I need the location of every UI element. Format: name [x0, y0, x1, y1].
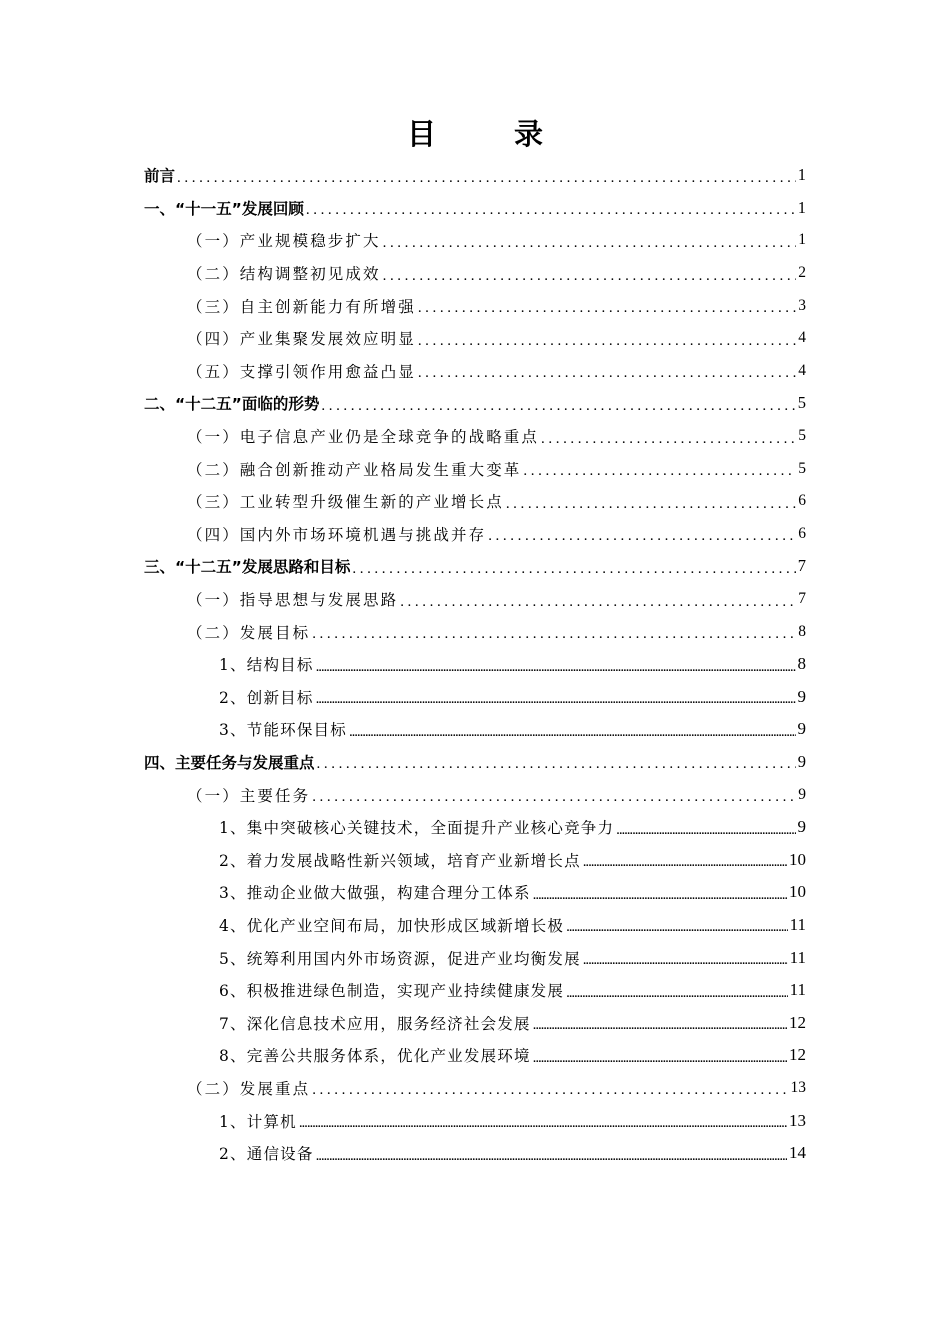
toc-entry[interactable]: [0, 387, 950, 420]
toc-page-number: 5: [797, 393, 806, 413]
toc-page-number: 7: [798, 590, 806, 608]
toc-entry[interactable]: [0, 1072, 950, 1105]
toc-entry-title: 1、计算机: [219, 1112, 297, 1131]
toc-entry-title: （二）发展目标: [187, 623, 311, 642]
dot-leader: [533, 1017, 787, 1034]
toc-page-number: 10: [789, 882, 806, 902]
dot-leader: [299, 1115, 787, 1132]
toc-entry-title: （四）国内外市场环境机遇与挑战并存: [187, 525, 487, 544]
toc-page-number: 9: [797, 719, 806, 739]
page-title: 目 录: [406, 117, 578, 151]
toc-entry-title: （二）发展重点: [187, 1079, 311, 1098]
toc-page-number: 6: [798, 524, 806, 542]
toc-entry-title: （三）工业转型升级催生新的产业增长点: [187, 493, 504, 512]
dot-leader: [533, 1050, 787, 1067]
toc-page-number: 9: [797, 751, 806, 771]
dot-leader: [316, 1148, 787, 1165]
toc-entry-title: （一）指导思想与发展思路: [187, 591, 399, 610]
toc-entry[interactable]: [0, 713, 950, 746]
dot-leader: [523, 463, 796, 480]
toc-page-number: 11: [789, 947, 806, 967]
dot-leader: [312, 1082, 788, 1099]
toc-page-number: 8: [797, 654, 806, 674]
dot-leader: [616, 822, 795, 839]
toc-entry[interactable]: [0, 648, 950, 681]
toc-entry[interactable]: [0, 843, 950, 876]
dot-leader: [566, 919, 788, 936]
toc-page-number: 5: [798, 427, 806, 445]
toc-entry[interactable]: [0, 322, 950, 355]
toc-entry[interactable]: [0, 876, 950, 909]
toc-entry-title: 4、优化产业空间布局，加快形成区域新增长极: [219, 916, 565, 935]
dot-leader: [352, 561, 795, 578]
toc-page-number: 3: [798, 296, 806, 314]
toc-entry-title: 2、着力发展战略性新兴领域，培育产业新增长点: [219, 851, 581, 870]
toc-entry[interactable]: [0, 909, 950, 942]
dot-leader: [312, 626, 796, 643]
dot-leader: [177, 170, 796, 187]
toc-page-number: 9: [797, 817, 806, 837]
toc-page-number: 10: [789, 849, 806, 869]
toc-page-number: 12: [789, 1045, 806, 1065]
toc-entry-title: （一）主要任务: [187, 786, 311, 805]
toc-entry[interactable]: [0, 681, 950, 714]
toc-page-number: 11: [789, 914, 806, 934]
toc-entry[interactable]: [0, 746, 950, 779]
toc-entry[interactable]: [0, 355, 950, 388]
toc-page-number: 11: [789, 980, 806, 1000]
toc-entry[interactable]: [0, 583, 950, 616]
toc-page-number: 9: [797, 686, 806, 706]
dot-leader: [583, 952, 788, 969]
toc-page-number: 6: [798, 492, 806, 510]
toc-page-number: 13: [789, 1110, 806, 1130]
toc-page-number: 4: [798, 329, 806, 347]
toc-entry[interactable]: [0, 257, 950, 290]
toc-page-number: 8: [798, 622, 806, 640]
toc-page-number: 13: [790, 1078, 806, 1096]
dot-leader: [541, 431, 796, 448]
toc-entry[interactable]: [0, 1137, 950, 1170]
toc-entry-title: 2、创新目标: [219, 688, 314, 707]
toc-entry-title: （二）融合创新推动产业格局发生重大变革: [187, 460, 522, 479]
toc-page-number: 2: [798, 264, 806, 282]
dot-leader: [566, 985, 788, 1002]
toc-entry[interactable]: [0, 192, 950, 225]
dot-leader: [349, 724, 796, 741]
toc-entry-title: 6、积极推进绿色制造，实现产业持续健康发展: [219, 982, 565, 1001]
dot-leader: [488, 528, 796, 545]
dot-leader: [312, 789, 796, 806]
toc-entry-title: 3、节能环保目标: [219, 721, 347, 740]
toc-page-number: 4: [798, 361, 806, 379]
dot-leader: [418, 365, 796, 382]
toc-entry[interactable]: [0, 289, 950, 322]
dot-leader: [418, 333, 796, 350]
toc-entry[interactable]: [0, 159, 950, 192]
toc-entry[interactable]: [0, 452, 950, 485]
toc-page-number: 1: [797, 197, 806, 217]
toc-page-number: 1: [798, 231, 806, 249]
toc-entry[interactable]: [0, 550, 950, 583]
toc-entry-title: （三）自主创新能力有所增强: [187, 297, 416, 316]
dot-leader: [583, 854, 787, 871]
toc-entry[interactable]: [0, 941, 950, 974]
toc-entry-title: 前言: [144, 167, 176, 186]
toc-entry[interactable]: [0, 778, 950, 811]
toc-page-number: 14: [789, 1143, 806, 1163]
toc-entry[interactable]: [0, 811, 950, 844]
toc-entry-title: 3、推动企业做大做强，构建合理分工体系: [219, 884, 531, 903]
toc-entry[interactable]: [0, 1039, 950, 1072]
toc-entry-title: （四）产业集聚发展效应明显: [187, 330, 416, 349]
toc-entry[interactable]: [0, 224, 950, 257]
toc-entry-title: 1、集中突破核心关键技术，全面提升产业核心竞争力: [219, 819, 615, 838]
toc-entry-title: （一）电子信息产业仍是全球竞争的战略重点: [187, 428, 540, 447]
dot-leader: [533, 887, 787, 904]
toc-entry-title: 三、“十二五”发展思路和目标: [144, 558, 351, 577]
toc-entry[interactable]: [0, 1006, 950, 1039]
dot-leader: [506, 496, 796, 513]
toc-entry[interactable]: [0, 485, 950, 518]
toc-entry-title: 5、统筹利用国内外市场资源，促进产业均衡发展: [219, 949, 581, 968]
dot-leader: [317, 756, 796, 773]
toc-entry-title: 二、“十二五”面临的形势: [144, 395, 320, 414]
table-of-contents: [0, 159, 950, 1169]
toc-entry-title: （一）产业规模稳步扩大: [187, 232, 381, 251]
dot-leader: [306, 202, 796, 219]
toc-entry-title: 8、完善公共服务体系，优化产业发展环境: [219, 1047, 531, 1066]
toc-entry-title: 一、“十一五”发展回顾: [144, 199, 304, 218]
dot-leader: [418, 300, 796, 317]
dot-leader: [383, 268, 797, 285]
toc-entry[interactable]: [0, 518, 950, 551]
toc-entry[interactable]: [0, 615, 950, 648]
dot-leader: [321, 398, 795, 415]
toc-entry-title: （五）支撑引领作用愈益凸显: [187, 362, 416, 381]
toc-page-number: 5: [798, 459, 806, 477]
toc-entry-title: 7、深化信息技术应用，服务经济社会发展: [219, 1014, 531, 1033]
dot-leader: [316, 659, 796, 676]
dot-leader: [316, 691, 796, 708]
toc-entry-title: 四、主要任务与发展重点: [144, 753, 315, 772]
dot-leader: [383, 235, 797, 252]
toc-entry-title: 2、通信设备: [219, 1145, 314, 1164]
toc-page-number: 7: [797, 556, 806, 576]
toc-entry[interactable]: [0, 420, 950, 453]
toc-page-number: 9: [798, 785, 806, 803]
toc-entry[interactable]: [0, 1104, 950, 1137]
toc-entry-title: 1、结构目标: [219, 656, 314, 675]
toc-page-number: 12: [789, 1012, 806, 1032]
toc-entry-title: （二）结构调整初见成效: [187, 265, 381, 284]
dot-leader: [400, 594, 796, 611]
toc-page-number: 1: [797, 165, 806, 185]
toc-entry[interactable]: [0, 974, 950, 1007]
